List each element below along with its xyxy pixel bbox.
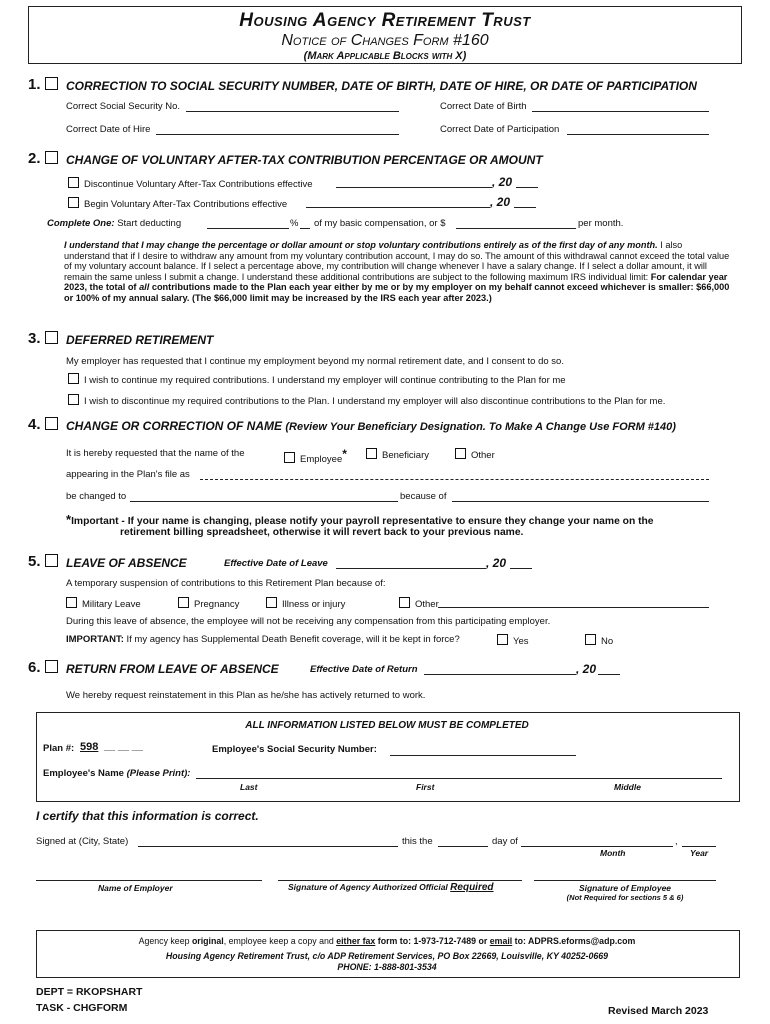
employee-asterisk: * <box>342 447 347 461</box>
keep-d: either fax <box>336 936 376 946</box>
employee-label: Employee <box>300 454 343 466</box>
title-box <box>28 6 742 64</box>
keep-b: original <box>191 936 224 946</box>
section-6-checkbox[interactable] <box>45 660 58 673</box>
sdb-question: If my agency has Supplemental Death Benefit coverage, will it be kept in force? <box>126 634 460 645</box>
plan-number[interactable]: 598 <box>80 741 99 753</box>
section-1-title: CORRECTION TO SOCIAL SECURITY NUMBER, DATE OF BIRTH, DATE OF HIRE, OR DATE OF PARTICIPATION <box>66 79 697 93</box>
keep-e: form to: 1-973-712-7489 or <box>375 936 490 946</box>
section-1-checkbox[interactable] <box>45 77 58 90</box>
section-2-checkbox[interactable] <box>45 151 58 164</box>
other-name-label: Other <box>471 450 495 461</box>
last-name-caption: Last <box>240 782 258 792</box>
ssn-label: Correct Social Security No. <box>66 101 181 112</box>
keep-c: , employee keep a copy and <box>223 936 337 946</box>
beneficiary-checkbox[interactable] <box>366 448 377 459</box>
section-6-title: RETURN FROM LEAVE OF ABSENCE <box>66 662 279 676</box>
info-ssn-field[interactable] <box>390 755 576 756</box>
deferred-text: My employer has requested that I continue my employment beyond my normal retirement date, and I consent to do so. <box>66 356 564 367</box>
this-the-label: this the <box>402 836 433 847</box>
other-name-checkbox[interactable] <box>455 448 466 459</box>
section-3-checkbox[interactable] <box>45 331 58 344</box>
beneficiary-option <box>366 448 429 461</box>
section-5-title: LEAVE OF ABSENCE <box>66 556 187 570</box>
dollar-field[interactable] <box>456 228 576 229</box>
begin-year-prefix: , 20 <box>490 195 511 209</box>
changed-to-label: be changed to <box>66 491 127 502</box>
employee-signature-caption: Signature of Employee <box>578 883 672 893</box>
year-field[interactable] <box>682 846 716 847</box>
section-4-header <box>28 416 63 434</box>
discontinue-required-option <box>68 394 665 407</box>
other-name-option <box>455 448 495 461</box>
form-subtitle: Notice of Changes Form #160 <box>281 32 489 49</box>
employer-name-field[interactable] <box>36 880 262 881</box>
plan-blanks[interactable]: __ __ __ <box>104 741 143 752</box>
section-4-checkbox[interactable] <box>45 417 58 430</box>
because-label: because of <box>400 491 447 502</box>
official-signature-caption <box>288 882 494 893</box>
current-name-field[interactable] <box>200 479 709 480</box>
return-year-field[interactable] <box>598 674 620 675</box>
doh-field[interactable] <box>156 134 399 135</box>
section-2-title: CHANGE OF VOLUNTARY AFTER-TAX CONTRIBUTION PERCENTAGE OR AMOUNT <box>66 153 543 167</box>
submission-instructions <box>36 936 738 946</box>
section-4-title <box>66 419 676 433</box>
leave-effective-label: Effective Date of Leave <box>224 558 328 569</box>
complete-one-row <box>47 218 181 229</box>
appearing-label: appearing in the Plan's file as <box>66 469 190 480</box>
begin-date-field[interactable] <box>306 207 490 208</box>
pregnancy-checkbox[interactable] <box>178 597 189 608</box>
discontinue-year-prefix: , 20 <box>492 175 513 189</box>
employee-option <box>284 447 347 465</box>
important-asterisk: * <box>66 512 72 527</box>
section-4-number: 4. <box>28 416 41 433</box>
section-6-header <box>28 659 63 677</box>
dop-field[interactable] <box>567 134 709 135</box>
day-field[interactable] <box>438 846 488 847</box>
continue-label: I wish to continue my required contributions. I understand my employer will continue contributing to the Plan for me <box>84 375 566 386</box>
section-5-number: 5. <box>28 553 41 570</box>
pregnancy-label: Pregnancy <box>194 599 240 610</box>
other-leave-label: Other <box>415 599 439 610</box>
section-3-title: DEFERRED RETIREMENT <box>66 333 214 347</box>
begin-label: Begin Voluntary After-Tax Contributions effective <box>84 199 288 210</box>
reinstatement-text: We hereby request reinstatement in this Plan as he/she has actively returned to work. <box>66 690 426 701</box>
complete-one-label: Complete One: <box>47 218 115 229</box>
percent-field[interactable] <box>207 228 289 229</box>
keep-g: to: ADPRS.eforms@adp.com <box>512 936 636 946</box>
month-field[interactable] <box>521 846 673 847</box>
section-4-title-note: (Review Your Beneficiary Designation. To Make A Change Use FORM #140) <box>285 421 676 433</box>
return-year-prefix: , 20 <box>576 662 597 676</box>
first-name-caption: First <box>416 782 435 792</box>
contribution-terms <box>64 240 730 304</box>
form-title: Housing Agency Retirement Trust <box>239 10 531 31</box>
beneficiary-label: Beneficiary <box>382 450 429 461</box>
section-5-header <box>28 553 63 571</box>
signed-at-field[interactable] <box>138 846 398 847</box>
begin-option <box>68 197 287 210</box>
dob-field[interactable] <box>532 111 709 112</box>
military-label: Military Leave <box>82 599 141 610</box>
discontinue-required-checkbox[interactable] <box>68 394 79 405</box>
return-effective-label: Effective Date of Return <box>310 664 418 675</box>
discontinue-label: Discontinue Voluntary After-Tax Contributions effective <box>84 179 313 190</box>
phone-number: PHONE: 1-888-801-3534 <box>337 962 437 972</box>
info-name-hint: (Please Print): <box>126 768 191 779</box>
discontinue-year-field[interactable] <box>516 187 538 188</box>
leave-year-prefix: , 20 <box>486 556 507 570</box>
middle-name-caption: Middle <box>614 782 641 792</box>
sdb-no-checkbox[interactable] <box>585 634 596 645</box>
discontinue-required-label: I wish to discontinue my required contributions to the Plan. I understand my employer will also discontinue contributions to the Plan for me. <box>84 396 666 407</box>
other-leave-checkbox[interactable] <box>399 597 410 608</box>
dob-label: Correct Date of Birth <box>440 101 527 112</box>
certify-heading: I certify that this information is correct. <box>36 809 259 823</box>
dop-label: Correct Date of Participation <box>440 124 560 135</box>
during-leave-text: During this leave of absence, the employee will not be receiving any compensation from this participating employer. <box>66 616 551 627</box>
leave-year-field[interactable] <box>510 568 532 569</box>
sdb-no-option <box>585 634 613 647</box>
terms-bold-2: For calendar year 2023, the total of <box>64 271 728 293</box>
military-option <box>66 597 141 610</box>
leave-date-field[interactable] <box>336 568 486 569</box>
day-of-label: day of <box>492 836 518 847</box>
terms-text: I also understand that if I desire to withdraw any amount from my voluntary contribution account, I may do so. The amount of this withdrawal cannot exceed the total value of my voluntary account balance. If I select a percentage above, my contribution will change whenever I have a salary change. If I select a dollar amount, it will remain the same unless I submit a change. I understand these additional contributions are subject to the following maximum IRS individual limit: <box>64 240 730 282</box>
employee-signature-field[interactable] <box>534 880 716 881</box>
revised-date: Revised March 2023 <box>608 1005 709 1017</box>
section-4-title-main: CHANGE OR CORRECTION OF NAME <box>66 419 282 433</box>
discontinue-option <box>68 177 312 190</box>
section-5-checkbox[interactable] <box>45 554 58 567</box>
month-caption: Month <box>600 848 626 858</box>
official-signature-field[interactable] <box>278 880 522 881</box>
continue-option <box>68 373 566 386</box>
sdb-yes-label: Yes <box>513 636 529 647</box>
mailing-address: Housing Agency Retirement Trust, c/o ADP Retirement Services, PO Box 22669, Louisville, KY 40252-0669 <box>165 951 609 961</box>
signed-at-label: Signed at (City, State) <box>36 836 129 847</box>
start-deducting-label: Start deducting <box>117 218 182 229</box>
year-caption: Year <box>690 848 709 858</box>
keep-a: Agency keep <box>138 936 192 946</box>
keep-f: email <box>489 936 513 946</box>
other-leave-option <box>399 597 439 610</box>
doh-label: Correct Date of Hire <box>66 124 151 135</box>
military-checkbox[interactable] <box>66 597 77 608</box>
per-month-label: per month. <box>578 218 624 229</box>
new-name-field[interactable] <box>130 501 398 502</box>
name-important-2: retirement billing spreadsheet, otherwise it will revert back to your previous name. <box>120 527 524 538</box>
info-ssn-label: Employee's Social Security Number: <box>212 744 377 755</box>
terms-bold-1: I understand that I may change the percentage or dollar amount or stop voluntary contributions entirely as of the first day of any month. <box>64 240 658 250</box>
section-6-number: 6. <box>28 659 41 676</box>
info-name-label: Employee's Name <box>43 768 124 779</box>
name-request-text: It is hereby requested that the name of the <box>66 448 245 459</box>
official-signature-label: Signature of Agency Authorized Official <box>288 882 448 892</box>
reason-field[interactable] <box>452 501 709 502</box>
info-name-row <box>43 768 190 779</box>
employer-name-caption: Name of Employer <box>98 883 173 893</box>
discontinue-checkbox[interactable] <box>68 177 79 188</box>
section-2-number: 2. <box>28 150 41 167</box>
section-2-header <box>28 150 63 168</box>
date-comma: , <box>675 836 678 847</box>
basic-comp-label: of my basic compensation, or $ <box>314 218 446 229</box>
begin-checkbox[interactable] <box>68 197 79 208</box>
section-3-number: 3. <box>28 330 41 347</box>
other-leave-field[interactable] <box>438 607 709 608</box>
not-required-note: (Not Required for sections 5 & 6) <box>566 893 684 902</box>
percent-sign: % <box>290 218 299 229</box>
task-code: TASK - CHGFORM <box>36 1002 128 1014</box>
terms-all: all <box>139 282 150 293</box>
section-3-header <box>28 330 63 348</box>
info-heading: ALL INFORMATION LISTED BELOW MUST BE COMPLETED <box>245 720 529 731</box>
discontinue-date-field[interactable] <box>336 187 492 188</box>
continue-checkbox[interactable] <box>68 373 79 384</box>
sdb-important-label: IMPORTANT: <box>66 634 124 645</box>
plan-label: Plan #: <box>43 743 75 754</box>
section-1-header <box>28 76 63 94</box>
terms-bold-3: contributions made to the Plan each year either by me or by my employer on my behalf cannot exceed whichever is smaller: $66,000 or 100% of my annual salary. (The $66,000 limit may be increased by the IRS each year after 2023.) <box>64 282 730 303</box>
info-name-field[interactable] <box>196 778 722 779</box>
percent-underline <box>300 228 310 229</box>
sdb-no-label: No <box>601 636 614 647</box>
sdb-yes-checkbox[interactable] <box>497 634 508 645</box>
illness-checkbox[interactable] <box>266 597 277 608</box>
dept-code: DEPT = RKOPSHART <box>36 986 143 998</box>
ssn-field[interactable] <box>186 111 399 112</box>
illness-label: Illness or injury <box>282 599 346 610</box>
employee-checkbox[interactable] <box>284 452 295 463</box>
sdb-question-row <box>66 634 460 645</box>
section-1-number: 1. <box>28 76 41 93</box>
suspension-text: A temporary suspension of contributions to this Retirement Plan because of: <box>66 578 386 589</box>
begin-year-field[interactable] <box>514 207 536 208</box>
form-instruction: (Mark Applicable Blocks with X) <box>303 50 467 62</box>
illness-option <box>266 597 345 610</box>
required-label: Required <box>450 882 494 893</box>
sdb-yes-option <box>497 634 529 647</box>
pregnancy-option <box>178 597 239 610</box>
return-date-field[interactable] <box>424 674 576 675</box>
name-important-1 <box>66 512 654 527</box>
important-text-1: Important - If your name is changing, please notify your payroll representative to ensure they change your name on the <box>71 516 654 527</box>
